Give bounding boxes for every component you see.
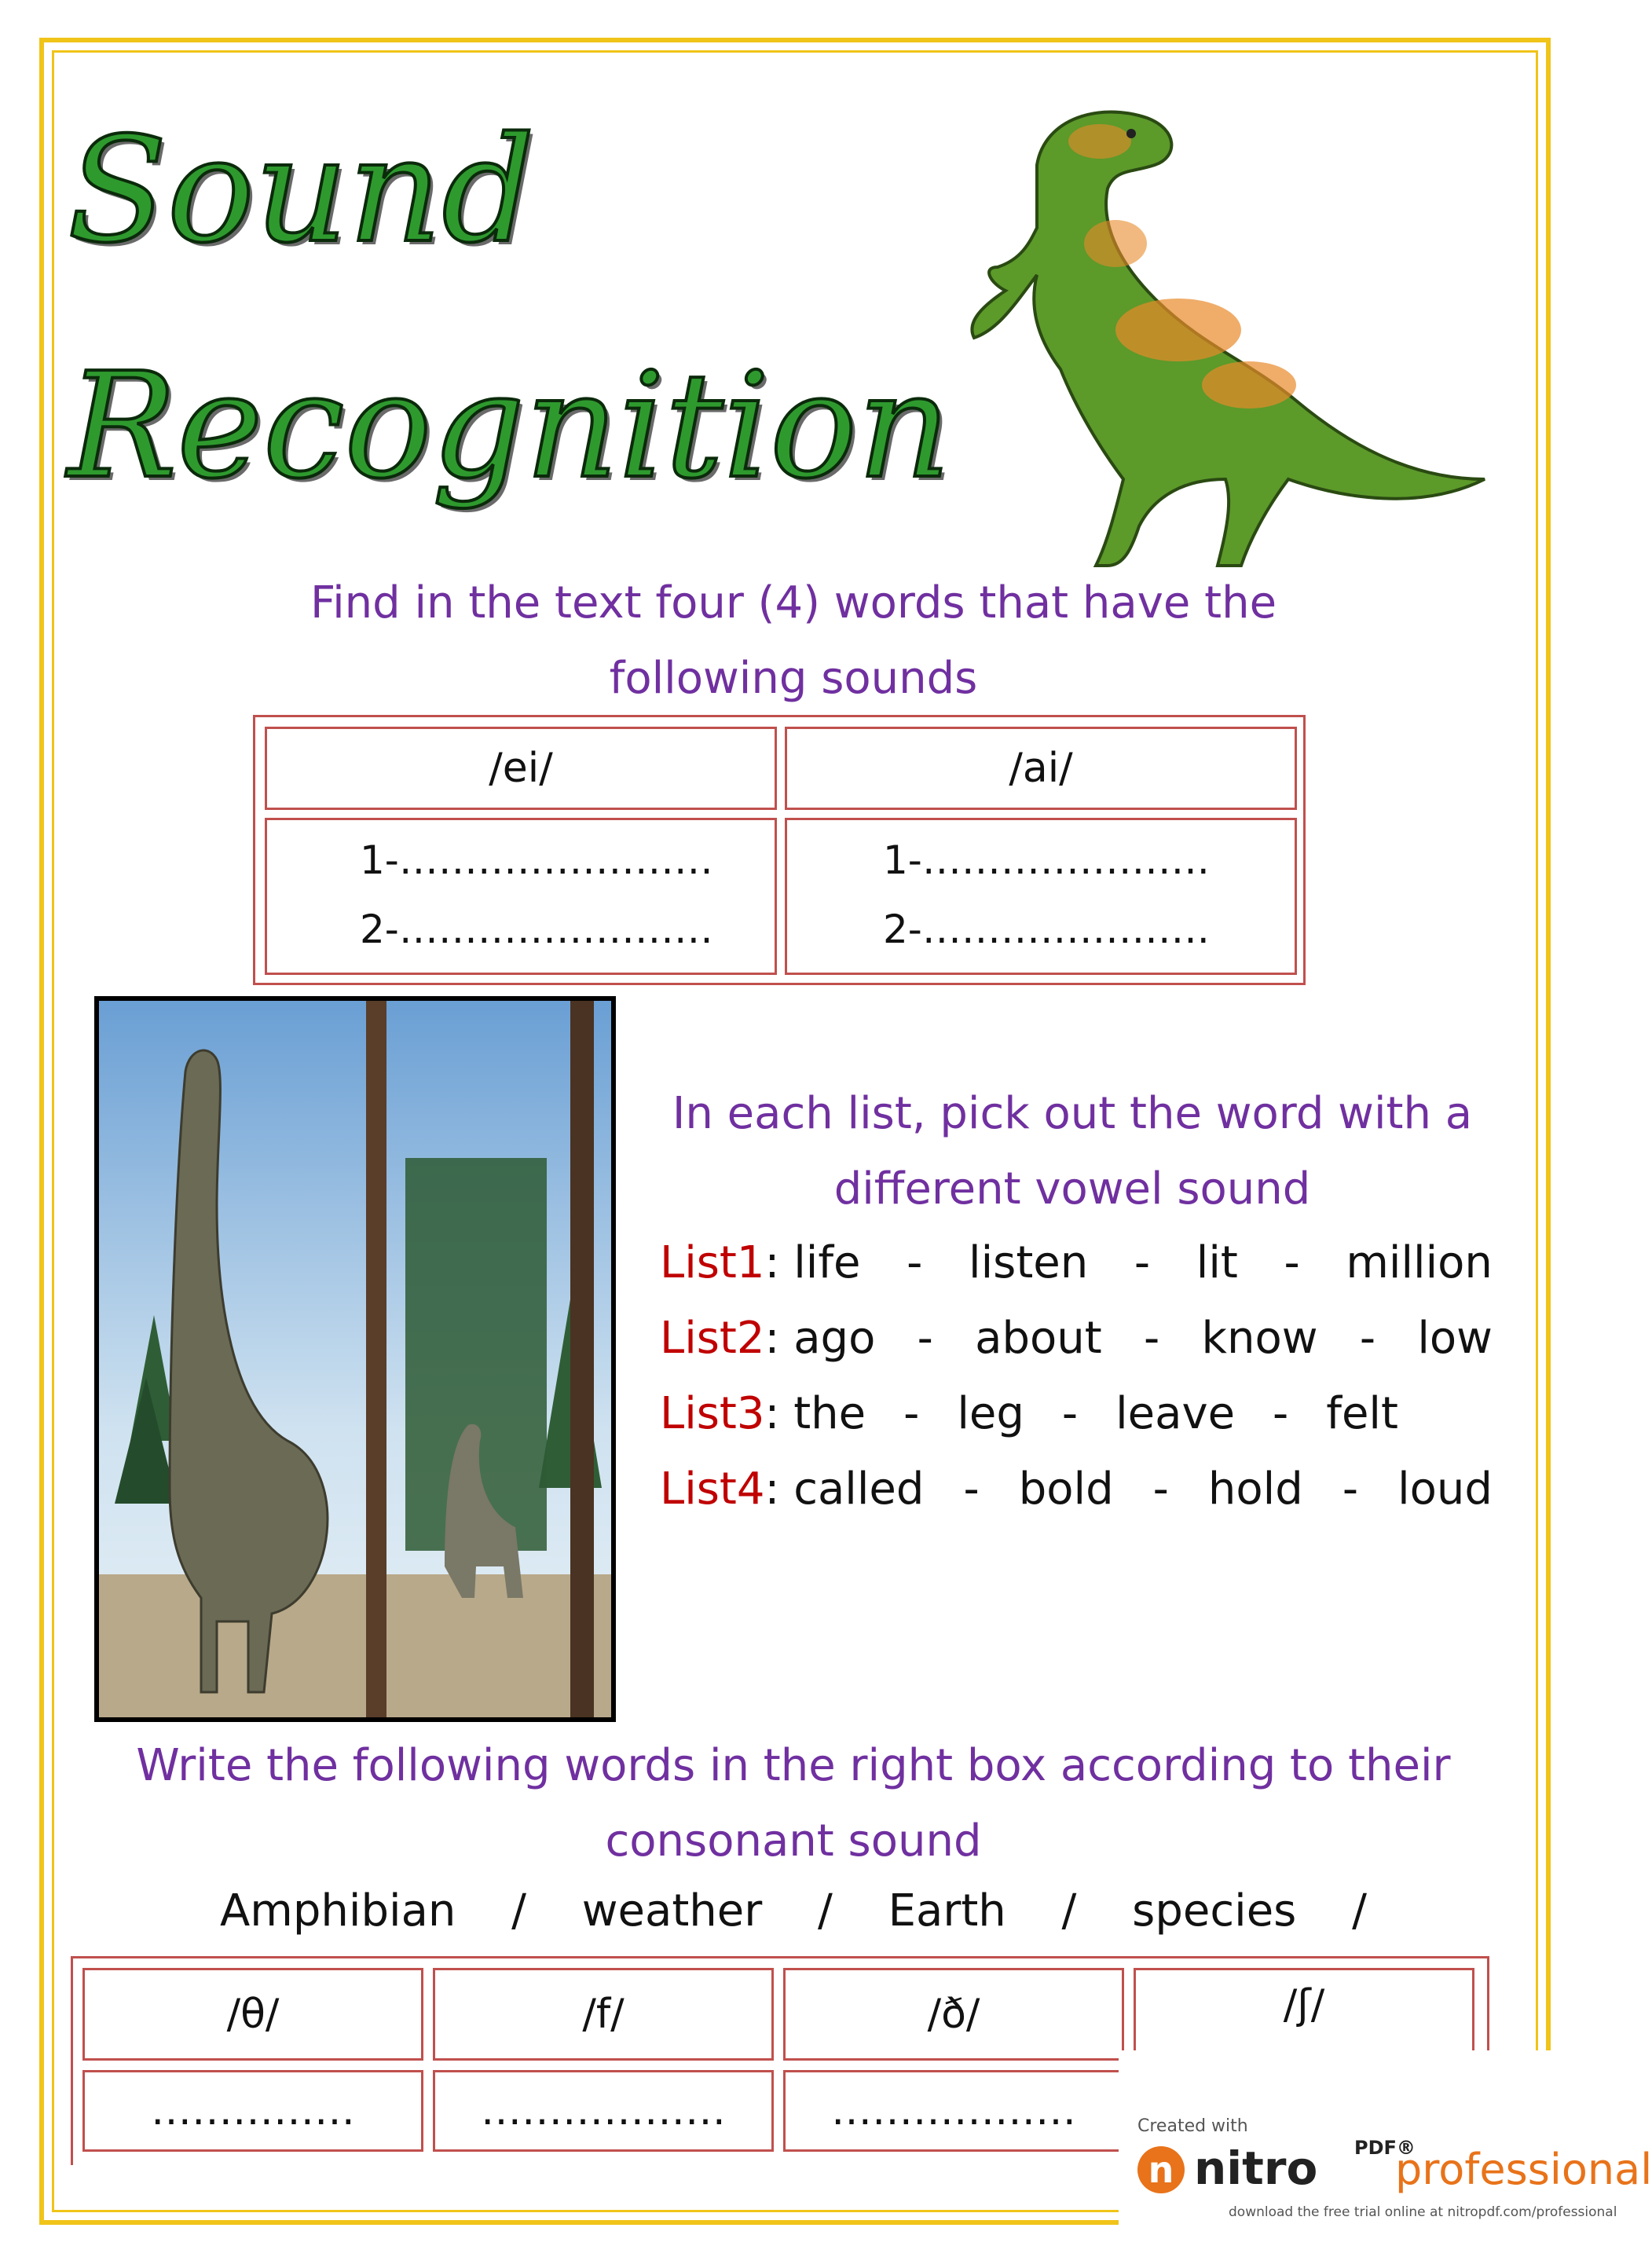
list3-word1: the <box>793 1388 866 1439</box>
list-label-2: List2 <box>660 1313 765 1364</box>
list4-word2: bold <box>1018 1464 1114 1515</box>
header-esh: /ʃ/ <box>1134 1968 1474 2061</box>
dinosaur-illustration <box>919 71 1500 573</box>
nitro-watermark <box>1119 2050 1652 2268</box>
answer-ai-2: 2-…………………. <box>883 907 1210 952</box>
dinosaur-forest-photo <box>94 996 616 1722</box>
section2-instruction <box>621 1076 1524 1227</box>
list4-word1: called <box>793 1464 925 1515</box>
list3-word3: leave <box>1115 1388 1236 1439</box>
list1-word1: life <box>793 1237 861 1288</box>
vowel-sound-table <box>253 715 1306 985</box>
word-separator: / <box>511 1885 526 1936</box>
answer-cell-eth[interactable]: ……………… <box>783 2070 1124 2152</box>
list1-word4: million <box>1346 1237 1493 1288</box>
watermark-footer: download the free trial online at nitropdf.com/professional <box>1229 2204 1617 2220</box>
answer-ai-1: 1-…………………. <box>883 837 1210 883</box>
list-label-1: List1 <box>660 1237 765 1288</box>
section1-instruction-line2: following sounds <box>609 653 978 704</box>
header-theta: /θ/ <box>82 1968 423 2061</box>
list-label-3: List3 <box>660 1388 765 1439</box>
list1-word2: listen <box>969 1237 1089 1288</box>
word-2: weather <box>581 1885 763 1936</box>
list2-word2: about <box>975 1313 1102 1364</box>
watermark-brand: nitro <box>1194 2142 1318 2195</box>
section1-instruction <box>196 566 1390 716</box>
header-ai: /ai/ <box>785 727 1297 810</box>
word-separator: / <box>818 1885 833 1936</box>
word-separator: / <box>1352 1885 1367 1936</box>
list2-word4: low <box>1417 1313 1493 1364</box>
answer-cell-ei[interactable] <box>265 818 777 975</box>
header-ei: /ei/ <box>265 727 777 810</box>
list3-word4: felt <box>1326 1388 1398 1439</box>
section2-instruction-line2: different vowel sound <box>833 1163 1311 1215</box>
list2-word1: ago <box>793 1313 876 1364</box>
watermark-brand-sup: PDF® <box>1354 2137 1416 2159</box>
answer-cell-ai[interactable] <box>785 818 1297 975</box>
answer-ei-1: 1-…………………… <box>360 837 713 883</box>
list-row-1: List1: life - listen - lit - million <box>660 1237 1493 1288</box>
list-row-3: List3: the - leg - leave - felt <box>660 1388 1398 1439</box>
list1-word3: lit <box>1196 1237 1238 1288</box>
header-eth: /ð/ <box>783 1968 1124 2061</box>
header-f: /f/ <box>433 1968 774 2061</box>
section3-instruction-line2: consonant sound <box>605 1815 982 1867</box>
title-line-1: Sound <box>68 105 535 275</box>
section3-instruction <box>86 1728 1500 1879</box>
title-line-2: Recognition <box>68 341 951 511</box>
list2-word3: know <box>1201 1313 1318 1364</box>
list4-word4: loud <box>1397 1464 1493 1515</box>
word-1: Amphibian <box>220 1885 456 1936</box>
section1-instruction-line1: Find in the text four (4) words that have the <box>310 577 1277 628</box>
list-row-2: List2: ago - about - know - low <box>660 1313 1493 1364</box>
list3-word2: leg <box>957 1388 1024 1439</box>
watermark-product: professional <box>1395 2145 1652 2194</box>
section2-instruction-line1: In each list, pick out the word with a <box>672 1088 1473 1139</box>
nitro-logo-icon: n <box>1137 2146 1185 2193</box>
answer-cell-f[interactable]: ……………… <box>433 2070 774 2152</box>
list-label-4: List4 <box>660 1464 765 1515</box>
answer-ei-2: 2-…………………… <box>360 907 713 952</box>
answer-cell-theta[interactable]: …………… <box>82 2070 423 2152</box>
word-3: Earth <box>888 1885 1006 1936</box>
word-4: species <box>1132 1885 1297 1936</box>
watermark-created-with: Created with <box>1137 2116 1248 2136</box>
word-separator: / <box>1061 1885 1077 1936</box>
section3-instruction-line1: Write the following words in the right box according to their <box>136 1740 1451 1791</box>
word-bank <box>220 1885 1367 1936</box>
list-row-4: List4: called - bold - hold - loud <box>660 1464 1493 1515</box>
list4-word3: hold <box>1207 1464 1303 1515</box>
